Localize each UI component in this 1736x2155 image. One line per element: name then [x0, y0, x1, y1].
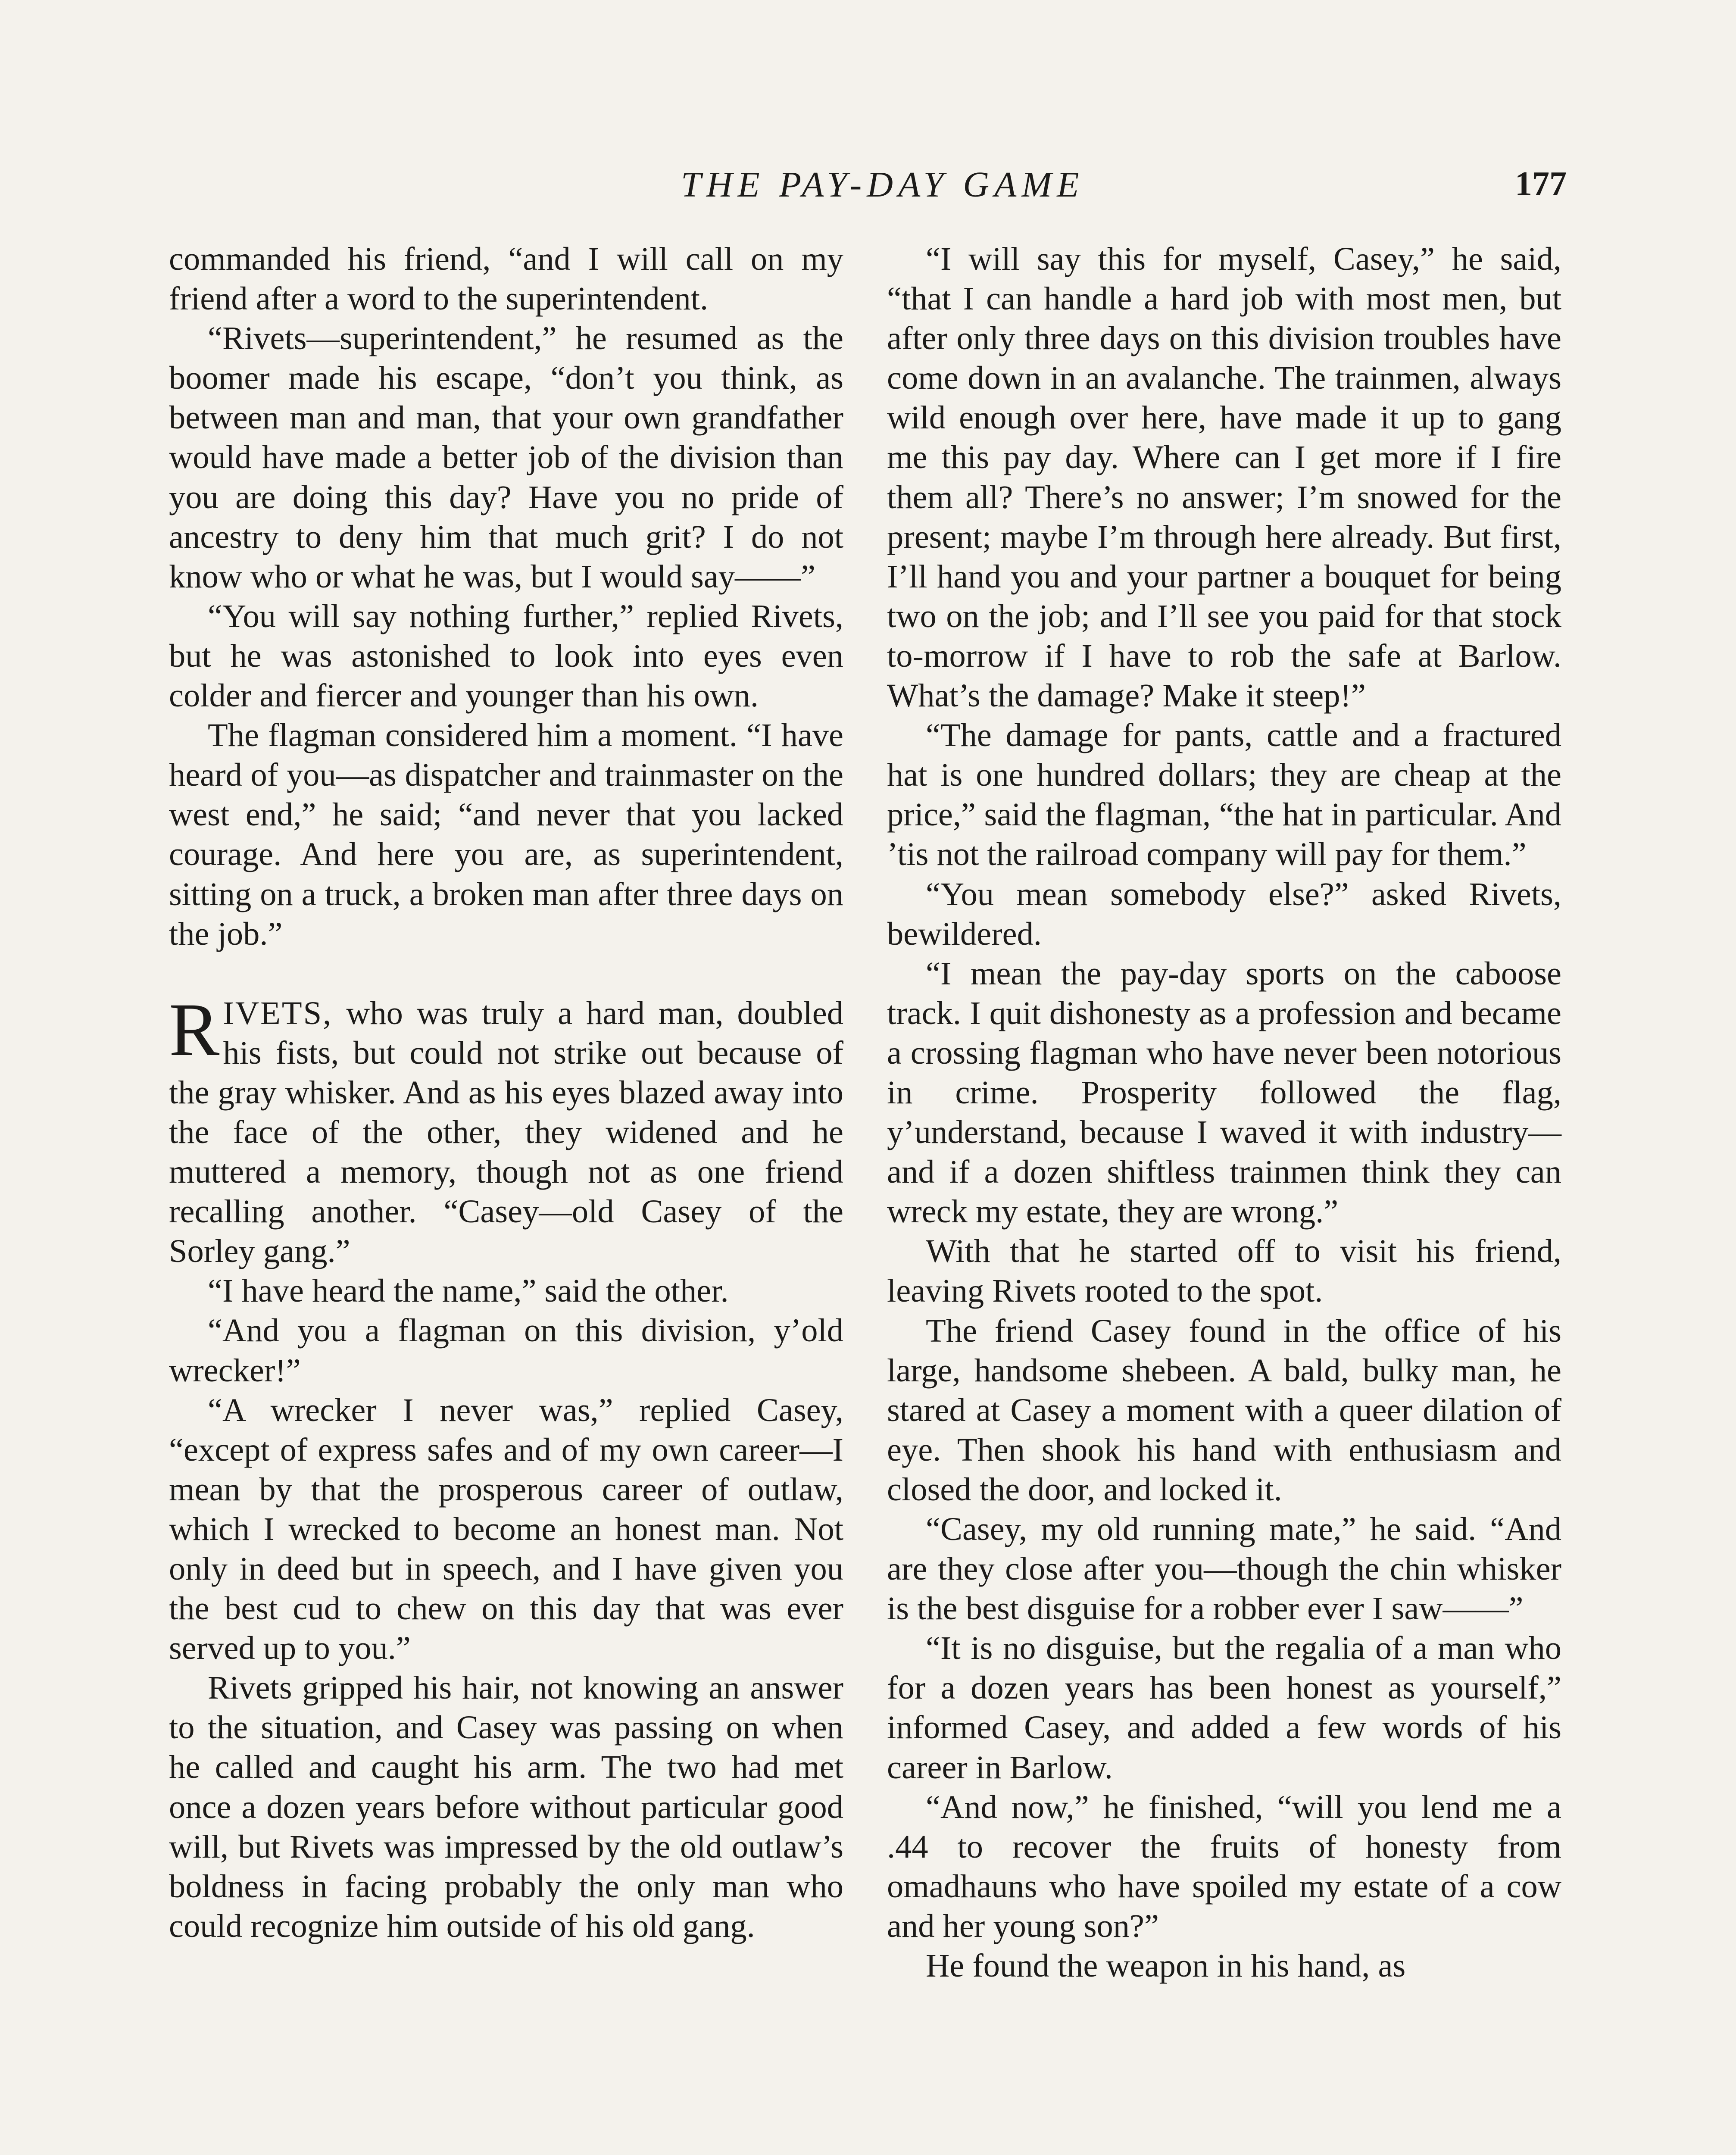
- right-paragraph-5: With that he started off to visit his friend, leaving Rivets rooted to the spot.: [887, 1233, 1561, 1309]
- right-paragraph-6: The friend Casey found in the office of his large, handsome shebeen. A bald, bulky man, he stared at Casey a moment with a queer dilation of eye. Then shook his hand with enthusiasm and closed the door, and locked it.: [887, 1312, 1561, 1508]
- left-paragraph-2: “Rivets—superintendent,” he resumed as the boomer made his escape, “don’t you think, as between man and man, that your own grandfather would have made a better job of the division than you are doing this day? Have you no pride of ancestry to deny him that much grit? I do not know who or what he was, but I would say——”: [169, 320, 843, 595]
- left-paragraph-8: “A wrecker I never was,” replied Casey, “except of express safes and of my own career—I mean by that the prosperous career of outlaw, which I wrecked to become an honest man. Not only in deed but in speech, and I have given you the best cud to chew on this day that was ever served up to you.”: [169, 1391, 843, 1667]
- right-paragraph-7: “Casey, my old running mate,” he said. “And are they close after you—though the chin whisker is the best disguise for a robber ever I saw——”: [887, 1511, 1561, 1627]
- right-paragraph-4: “I mean the pay-day sports on the caboose track. I quit dishonesty as a profession and became a crossing flagman who have never been notorious in crime. Prosperity followed the flag, y’understand, because I waved it with industry—and if a dozen shiftless trainmen think they can wreck my estate, they are wrong.”: [887, 955, 1561, 1230]
- left-column: [169, 239, 843, 1946]
- right-paragraph-8: “It is no disguise, but the regalia of a man who for a dozen years has been honest as yourself,” informed Casey, and added a few words of his career in Barlow.: [887, 1630, 1561, 1786]
- section-opening-paragraph: [169, 987, 843, 1271]
- left-paragraph-9: Rivets gripped his hair, not knowing an answer to the situation, and Casey was passing on when he called and caught his arm. The two had met once a dozen years before without particular good will, but Rivets was impressed by the old outlaw’s boldness in facing probably the only man who could recognize him outside of his old gang.: [169, 1669, 843, 1944]
- right-paragraph-10: He found the weapon in his hand, as: [926, 1947, 1406, 1984]
- right-column: [887, 239, 1561, 1986]
- left-paragraph-3: “You will say nothing further,” replied Rivets, but he was astonished to look into eyes even colder and fiercer and younger than his own.: [169, 597, 843, 714]
- section-opening-text: who was truly a hard man, doubled his fists, but could not strike out because of the gray whisker. And as his eyes blazed away into the face of the other, they widened and he muttered a memory, though not as one friend recalling another. “Casey—old Casey of the Sorley gang.”: [169, 994, 843, 1270]
- page-number: 177: [1515, 165, 1567, 203]
- section-opening-word: IVETS,: [223, 994, 333, 1031]
- right-paragraph-1: “I will say this for myself, Casey,” he said, “that I can handle a hard job with most men, but after only three days on this division troubles have come down in an avalanche. The trainmen, always wild enough over here, have made it up to gang me this pay day. Where can I get more if I fire them all? There’s no answer; I’m snowed for the present; maybe I’m through here already. But first, I’ll hand you and your partner a bouquet for being two on the job; and I’ll see you paid for that stock to-morrow if I have to rob the safe at Barlow. What’s the damage? Make it steep!”: [887, 240, 1561, 714]
- right-paragraph-3: “You mean somebody else?” asked Rivets, bewildered.: [887, 875, 1561, 952]
- left-paragraph-7: “And you a flagman on this division, y’old wrecker!”: [169, 1312, 843, 1389]
- right-paragraph-9: “And now,” he finished, “will you lend me a .44 to recover the fruits of honesty from omadhauns who have spoiled my estate of a cow and her young son?”: [887, 1788, 1561, 1944]
- running-title: THE PAY-DAY GAME: [681, 165, 1084, 205]
- drop-cap-letter: R: [169, 987, 220, 1072]
- left-paragraph-6: “I have heard the name,” said the other.: [208, 1272, 729, 1309]
- right-paragraph-2: “The damage for pants, cattle and a fractured hat is one hundred dollars; they are cheap at the price,” said the flagman, “the hat in particular. And ’tis not the railroad company will pay for them.”: [887, 717, 1561, 873]
- left-paragraph-1: commanded his friend, “and I will call on my friend after a word to the superintendent.: [169, 240, 843, 317]
- left-paragraph-4: The flagman considered him a moment. “I have heard of you—as dispatcher and trainmaster on the west end,” he said; “and never that you lacked courage. And here you are, as superintendent, sitting on a truck, a broken man after three days on the job.”: [169, 717, 843, 952]
